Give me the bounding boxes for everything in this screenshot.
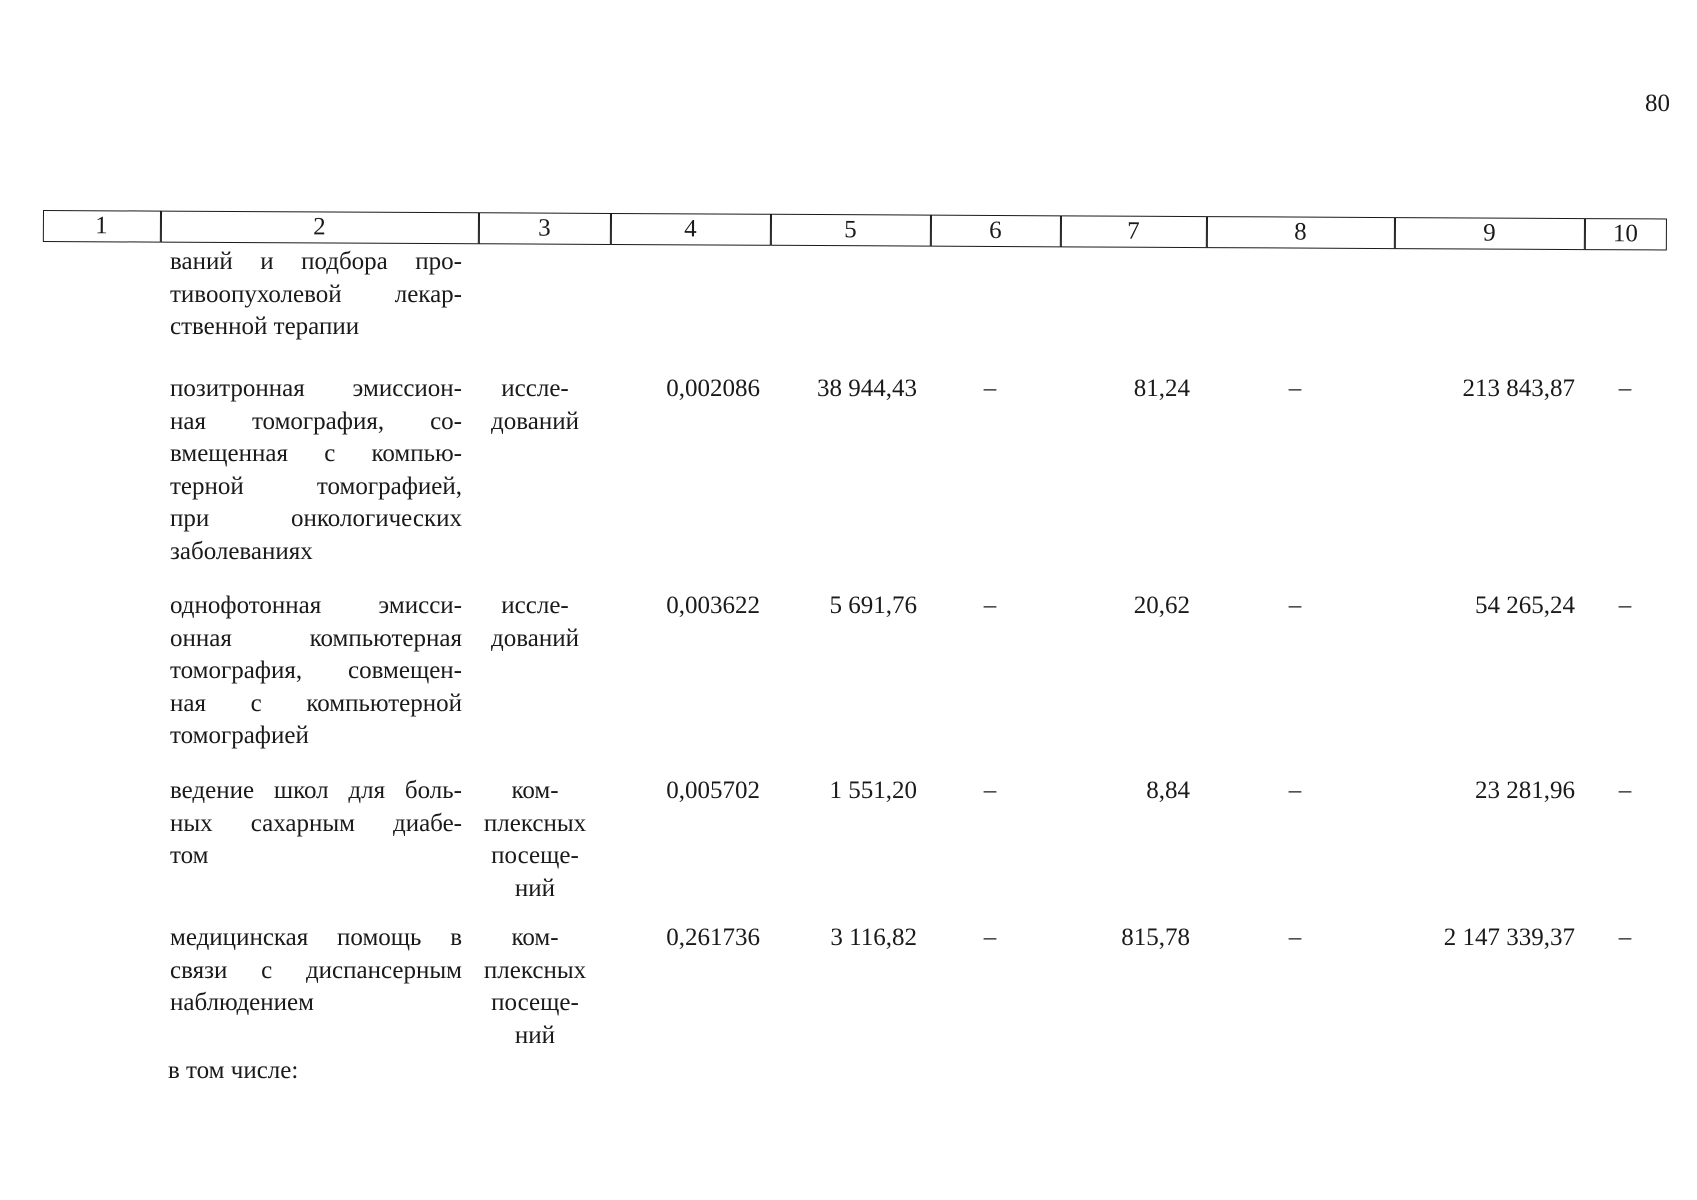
text-line: ний [514, 874, 556, 902]
text-line: связи с диспансерным [170, 956, 462, 984]
text-line: однофотонная эмисси- [170, 592, 462, 619]
col8-value: – [1288, 375, 1302, 402]
col6-value: – [983, 924, 997, 951]
col7-value: 20,62 [1133, 592, 1190, 619]
col7-value: 8,84 [1146, 777, 1190, 804]
unit [476, 590, 594, 655]
col8-value: – [1288, 777, 1302, 804]
text-line: томографией [170, 722, 309, 749]
text-line: ний [514, 1021, 556, 1049]
continuation-text [170, 246, 462, 344]
col9-value: 213 843,87 [1462, 375, 1575, 402]
text-line: иссле- [501, 592, 569, 619]
unit [476, 922, 594, 1052]
service-name [170, 922, 462, 1020]
section-subtitle: в том числе: [168, 1057, 299, 1084]
text-line: тивоопухолевой лекар- [170, 280, 462, 308]
header-cell-8: 8 [1206, 216, 1394, 249]
page-number: 80 [1645, 90, 1670, 117]
header-cell-9: 9 [1394, 217, 1584, 250]
text-line: наблюдением [170, 989, 314, 1016]
col10-value: – [1618, 924, 1632, 951]
header-cell-10: 10 [1584, 218, 1666, 250]
unit [476, 373, 594, 438]
col5-value: 1 551,20 [829, 777, 917, 804]
unit [476, 775, 594, 905]
col4-value: 0,003622 [666, 592, 760, 619]
col6-value: – [983, 592, 997, 619]
text-line: позитронная эмиссион- [170, 375, 462, 402]
text-line: посеще- [491, 842, 579, 869]
text-line: ственной терапии [170, 313, 360, 340]
header-cell-6: 6 [930, 215, 1060, 248]
col10-value: – [1618, 592, 1632, 619]
header-cell-1: 1 [42, 210, 160, 243]
col7-value: 815,78 [1121, 924, 1190, 951]
text-line: ных сахарным диабе- [170, 809, 462, 837]
col9-value: 54 265,24 [1475, 592, 1575, 619]
header-cell-5: 5 [770, 214, 930, 247]
col4-value: 0,002086 [666, 375, 760, 402]
text-line: посеще- [491, 989, 579, 1016]
text-line: ваний и подбора про- [170, 248, 462, 275]
text-line: ная томография, со- [170, 407, 462, 435]
text-line: ная с компьютерной [170, 689, 462, 717]
col5-value: 38 944,43 [817, 375, 917, 402]
text-line: плексных [483, 809, 587, 837]
col7-value: 81,24 [1133, 375, 1190, 402]
col6-value: – [983, 375, 997, 402]
text-line: терной томографией, [170, 472, 462, 500]
text-line: ком- [511, 924, 559, 951]
col6-value: – [983, 777, 997, 804]
header-cell-4: 4 [610, 213, 770, 246]
text-line: том [170, 842, 209, 869]
col10-value: – [1618, 777, 1632, 804]
text-line: при онкологических [170, 505, 462, 532]
col4-value: 0,005702 [666, 777, 760, 804]
text-line: вмещенная с компью- [170, 440, 462, 467]
text-line: ком- [511, 777, 559, 804]
col9-value: 2 147 339,37 [1443, 924, 1575, 951]
text-line: плексных [483, 956, 587, 984]
text-line: дований [491, 407, 579, 435]
col10-value: – [1618, 375, 1632, 402]
col4-value: 0,261736 [666, 924, 760, 951]
service-name [170, 373, 462, 568]
service-name [170, 775, 462, 873]
text-line: онная компьютерная [170, 624, 462, 652]
col5-value: 5 691,76 [829, 592, 917, 619]
service-name [170, 590, 462, 753]
col8-value: – [1288, 592, 1302, 619]
col8-value: – [1288, 924, 1302, 951]
header-cell-7: 7 [1060, 215, 1206, 248]
text-line: дований [491, 624, 579, 652]
header-cell-2: 2 [160, 211, 478, 245]
header-cell-3: 3 [478, 212, 610, 245]
text-line: заболеваниях [170, 537, 313, 565]
col5-value: 3 116,82 [830, 924, 917, 951]
text-line: ведение школ для боль- [170, 777, 462, 804]
text-line: иссле- [501, 375, 569, 402]
text-line: томография, совмещен- [170, 657, 462, 684]
text-line: медицинская помощь в [170, 924, 462, 951]
col9-value: 23 281,96 [1475, 777, 1575, 804]
